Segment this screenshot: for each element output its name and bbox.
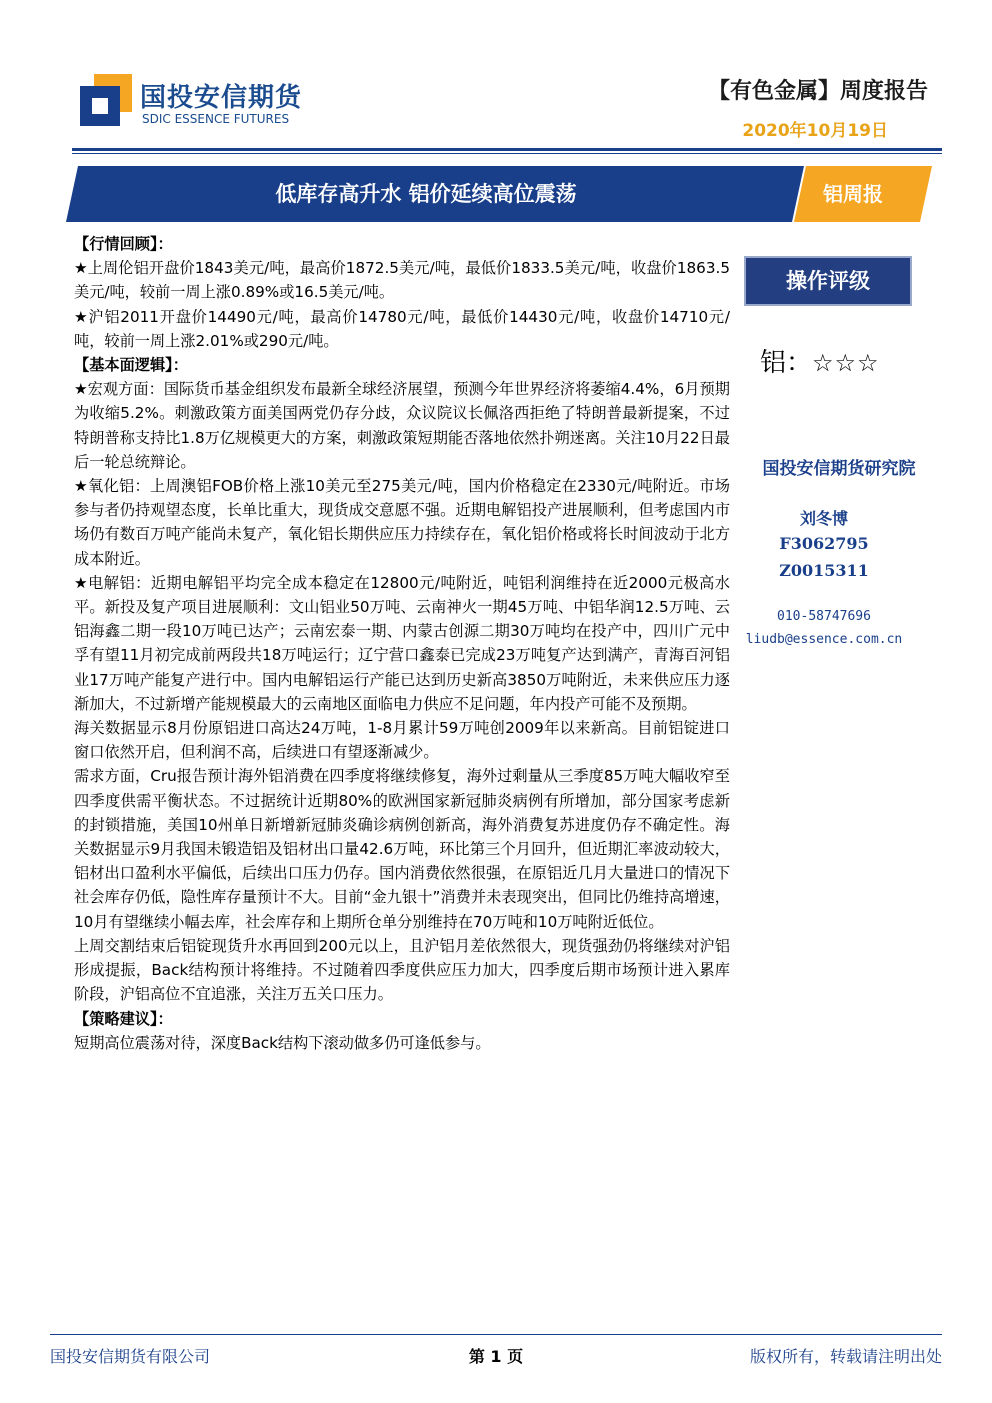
- logo-mark-icon: [80, 74, 132, 126]
- paragraph: ★电解铝：近期电解铝平均完全成本稳定在12800元/吨附近，吨铝利润维持在近2000元极高水平。新投及复产项目进展顺利：文山铝业50万吨、云南神火一期45万吨、中铝华润12.5万吨、云铝海鑫二期一段10万吨已达产；云南宏泰一期、内蒙古创源二期30万吨均在投产中，四川广元中孚有望11月初完成前两段共18万吨运行；辽宁营口鑫泰已完成23万吨复产达到满产，青海百河铝业17万吨产能复产进行中。国内电解铝运行产能已达到历史新高3850万吨附近，未来供应压力逐渐加大，不过新增产能规模最大的云南地区面临电力供应不足问题，年内投产可能不及预期。: [74, 573, 730, 713]
- analyst-name: 刘冬博: [799, 509, 848, 528]
- section-heading-fundamentals: 【基本面逻辑】：: [74, 356, 188, 375]
- section-heading-market-review: 【行情回顾】：: [74, 235, 173, 253]
- report-type: 【有色金属】周度报告: [707, 79, 928, 104]
- paragraph: 海关数据显示8月份原铝进口高达24万吨，1-8月累计59万吨创2009年以来新高。目前铝锭进口窗口依然开启，但利润不高，后续进口有望逐渐减少。: [74, 719, 730, 762]
- company-logo: [80, 74, 310, 130]
- license-number: Z0015311: [779, 561, 869, 580]
- paragraph: 短期高位震荡对待，深度Back结构下滚动做多仍可逢低参与。: [74, 1033, 491, 1052]
- rating-metal: 铝：: [760, 348, 813, 378]
- paragraph: ★宏观方面：国际货币基金组织发布最新全球经济展望，预测今年世界经济将萎缩4.4%，6月预期为收缩5.2%。刺激政策方面美国两党仍存分歧，众议院议长佩洛西拒绝了特朗普最新提案，不过特朗普称支持比1.8万亿规模更大的方案，刺激政策短期能否落地依然扑朔迷离。关注10月22日最后一轮总统辩论。: [74, 380, 730, 471]
- license-number: F3062795: [779, 534, 869, 553]
- paragraph: 需求方面，Cru报告预计海外铝消费在四季度将继续修复，海外过剩量从三季度85万吨大幅收窄至四季度供需平衡状态。不过据统计近期80%的欧洲国家新冠肺炎病例有所增加，部分国家考虑新的封锁措施，美国10州单日新增新冠肺炎确诊病例创新高，海外消费复苏进度仍存不确定性。海关数据显示9月我国未锻造铝及铝材出口量42.6万吨，环比第三个月回升，但近期汇率波动较大，铝材出口盈利水平偏低，后续出口压力仍存。国内消费依然很强，在原铝近几月大量进口的情况下社会库存仍低，隐性库存量预计不大。目前“金九银十”消费并未表现突出，但同比仍维持高增速，10月有望继续小幅去库，社会库存和上期所仓单分别维持在70万吨和10万吨附近低位。: [74, 767, 730, 931]
- report-body: [74, 232, 730, 1055]
- aluminum-rating: [760, 342, 880, 379]
- header-divider-thin: [72, 153, 942, 154]
- phone-number: 010-58747696: [777, 609, 871, 624]
- paragraph: ★沪铝2011开盘价14490元/吨，最高价14780元/吨，最低价14430元/吨，收盘价14710元/吨，较前一周上涨2.01%或290元/吨。: [74, 307, 730, 350]
- footer-company: 国投安信期货有限公司: [50, 1347, 211, 1366]
- report-tag: 铝周报: [823, 182, 883, 206]
- paragraph: ★氧化铝：上周澳铝FOB价格上涨10美元至275美元/吨，国内价格稳定在2330元/吨附近。市场参与者仍持观望态度，长单比重大，现货成交意愿不强。近期电解铝投产进展顺利，但考虑国内市场仍有数百万吨产能尚未复产，氧化铝长期供应压力持续存在，氧化铝价格或将长时间波动于北方成本附近。: [74, 477, 730, 568]
- report-title: 低库存高升水 铝价延续高位震荡: [275, 182, 577, 206]
- operation-rating-label: 操作评级: [744, 256, 912, 306]
- page-number: 第 1 页: [468, 1347, 524, 1366]
- title-banner: [66, 166, 936, 222]
- report-date: 2020年10月19日: [742, 121, 888, 141]
- paragraph: 上周交割结束后铝锭现货升水再回到200元以上，且沪铝月差依然很大，现货强劲仍将继续对沪铝形成提振，Back结构预计将维持。不过随着四季度供应压力加大，四季度后期市场预计进入累库阶段，沪铝高位不宜追涨，关注万五关口压力。: [74, 936, 730, 1004]
- email-address: liudb@essence.com.cn: [745, 632, 903, 647]
- footer-divider: [50, 1334, 942, 1335]
- footer-copyright: 版权所有，转载请注明出处: [749, 1347, 942, 1366]
- company-name-en: SDIC ESSENCE FUTURES: [142, 112, 290, 126]
- header-divider: [72, 148, 942, 151]
- paragraph: ★上周伦铝开盘价1843美元/吨，最高价1872.5美元/吨，最低价1833.5美元/吨，收盘价1863.5美元/吨，较前一周上涨0.89%或16.5美元/吨。: [74, 259, 730, 302]
- section-heading-strategy: 【策略建议】：: [74, 1009, 173, 1028]
- star-icon: ☆☆☆: [812, 349, 880, 377]
- company-name-cn: 国投安信期货: [140, 83, 303, 113]
- institute-name: 国投安信期货研究院: [762, 459, 916, 479]
